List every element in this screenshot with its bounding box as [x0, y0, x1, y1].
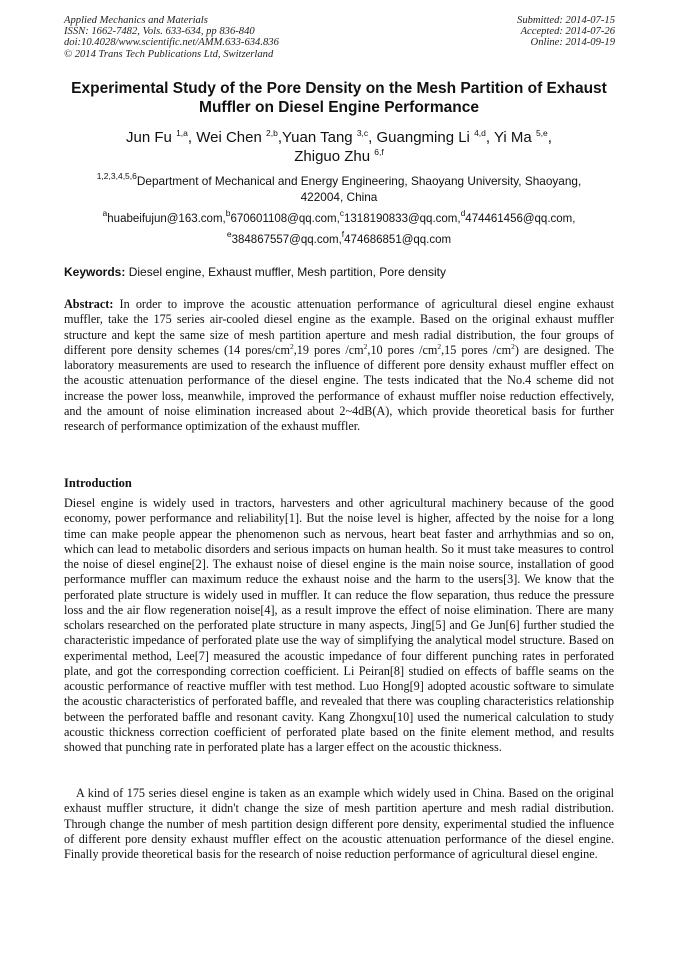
affiliation [88, 171, 590, 205]
author-affiliation-mark: 3,c [356, 128, 369, 138]
author-affiliation-mark: 1,a [176, 128, 188, 138]
introduction-heading: Introduction [64, 476, 132, 490]
journal-info [64, 15, 279, 60]
author-separator: , [485, 129, 494, 146]
email-address[interactable]: 384867557@qq.com, [231, 234, 342, 246]
author-name: Guangming Li [376, 129, 470, 146]
doi-line: doi:10.4028/www.scientific.net/AMM.633-634.836 [64, 37, 279, 49]
author-name: Zhiguo Zhu [294, 148, 371, 165]
author-affiliation-mark: 2,b [266, 128, 278, 138]
email-address[interactable]: 1318190833@qq.com, [344, 213, 461, 225]
email-mark: b [225, 208, 231, 218]
abstract-text: ,15 pores /cm [441, 342, 512, 357]
accepted-date: Accepted: 2014-07-26 [520, 26, 615, 38]
abstract-text: ) are designed. The laboratory measurements are used to research the influence of different pore density exhaust muffler effect on the acoustic attenuation performance of the diesel engine. The tests indicated that the No.4 scheme did not increase the power loss, meanwhile, improved the performance of exhaust muffler noise reduction effectively, and the amount of noise elimination increased about 2~4dB(A), which provide theoretical basis for further research of performance optimization of the exhaust muffler. [64, 342, 614, 433]
author-separator: , [547, 129, 552, 146]
email-list [70, 209, 608, 251]
abstract-text: In order to improve the acoustic attenuation performance of agricultural diesel engine exhaust muffler, take the 175 series air-cooled diesel engine as the example. Based on the original exhaust muffler structure and kept the same size of mesh partition aperture and mesh radial distribution, the four groups of different pore density schemes (14 pores/cm [64, 297, 615, 357]
author-name: Jun Fu [126, 129, 172, 146]
abstract-text: ,10 pores /cm [367, 342, 438, 357]
journal-name: Applied Mechanics and Materials [64, 15, 208, 26]
affiliation-mark: 1,2,3,4,5,6 [96, 171, 137, 181]
email-mark: d [460, 208, 466, 218]
author-affiliation-mark: 5,e [535, 128, 548, 138]
submission-dates [517, 15, 615, 49]
email-address[interactable]: 670601108@qq.com, [230, 213, 340, 225]
email-mark: e [226, 229, 232, 239]
online-date: Online: 2014-09-19 [530, 37, 615, 49]
author-separator: , [368, 129, 377, 146]
email-address[interactable]: 474686851@qq.com [344, 234, 452, 246]
superscript: 2 [437, 341, 442, 351]
keywords-text: Diesel engine, Exhaust muffler, Mesh partition, Pore density [128, 265, 446, 279]
issn-line: ISSN: 1662-7482, Vols. 633-634, pp 836-840 [64, 26, 255, 38]
superscript: 2 [289, 341, 294, 351]
email-mark: a [102, 208, 108, 218]
author-name: Yi Ma [493, 129, 532, 146]
superscript: 2 [363, 341, 368, 351]
introduction-paragraph: A kind of 175 series diesel engine is taken as an example which widely used in China. Based on the original exhaust muffler structure, it didn't change the size of mesh partition aperture and mesh radial distribution. Through change the number of mesh partition design different pore density, experimental studied the influence of different pore density exhaust muffler effect on the acoustic attenuation performance of the diesel engine. Finally provide theoretical basis for the research of noise reduction performance of agricultural diesel engine. [64, 786, 614, 861]
abstract-text: ,19 pores /cm [293, 342, 364, 357]
author-list [64, 128, 614, 166]
author-name: Wei Chen [196, 129, 262, 146]
keywords-label: Keywords: [64, 265, 126, 279]
email-mark: c [339, 208, 345, 218]
author-affiliation-mark: 4,d [474, 128, 486, 138]
author-name: Yuan Tang [282, 129, 353, 146]
email-address[interactable]: 474461456@qq.com, [465, 213, 576, 225]
email-address[interactable]: huabeifujun@163.com, [107, 213, 226, 225]
superscript: 2 [511, 341, 515, 351]
affiliation-text: Department of Mechanical and Energy Engineering, Shaoyang University, Shaoyang, 422004, China [136, 174, 582, 204]
author-separator: , [187, 129, 197, 146]
submitted-date: Submitted: 2014-07-15 [517, 15, 615, 26]
author-separator: , [277, 129, 282, 146]
paper-title: Experimental Study of the Pore Density on the Mesh Partition of Exhaust Muffler on Diesel Engine Performance [71, 80, 607, 116]
abstract-label: Abstract: [64, 297, 114, 311]
author-affiliation-mark: 6,f [374, 147, 384, 157]
email-mark: f [341, 229, 345, 239]
introduction-paragraph: Diesel engine is widely used in tractors, harvesters and other agricultural machinery because of the good economy, power performance and reliability[1]. But the noise level is higher, affected by the noise for a long time can make people appear the phenomenon such as nervous, heart beat faster and arrhythmias and so on, which can lead to metabolic disorders and serious impacts on human health. So it must take measures to control the noise of diesel engine[2]. The exhaust noise of diesel engine is the main noise source, installation of good performance muffler can maximum reduce the exhaust noise and the harm to the users[3]. We know that the perforated plate structure is widely used in muffler. It can reduce the flow separation, thus reduce the pressure loss and the air flow regeneration noise[4], as a result improve the effect of noise elimination. There are many scholars researched on the perforated plate structure in many aspects, Jing[5] and Ge Jun[6] further studied the characteristic impedance of perforated plate use the way of simplifying the analytical model structure. Based on experimental method, Lee[7] measured the acoustic impedance of four different punching rates in perforated plate, and got the corresponding correction coefficient. Li Peiran[8] studied on effects of baffle seams on the acoustic performance of reactive muffler with test method. Luo Hong[9] adopted acoustic software to simulate the acoustic characteristics of perforated baffle, and revealed that there was coupling characteristics relationship between the perforated baffle and resonant cavity. Kang Zhongxu[10] used the numerical calculation to study acoustic thickness correction coefficient of perforated plate based on the finite element method, and results showed that punching rate in perforated plate has a larger effect on the acoustic thickness. [64, 496, 614, 754]
keywords [64, 265, 614, 280]
copyright-line: © 2014 Trans Tech Publications Ltd, Switzerland [64, 48, 274, 60]
abstract [64, 297, 614, 434]
